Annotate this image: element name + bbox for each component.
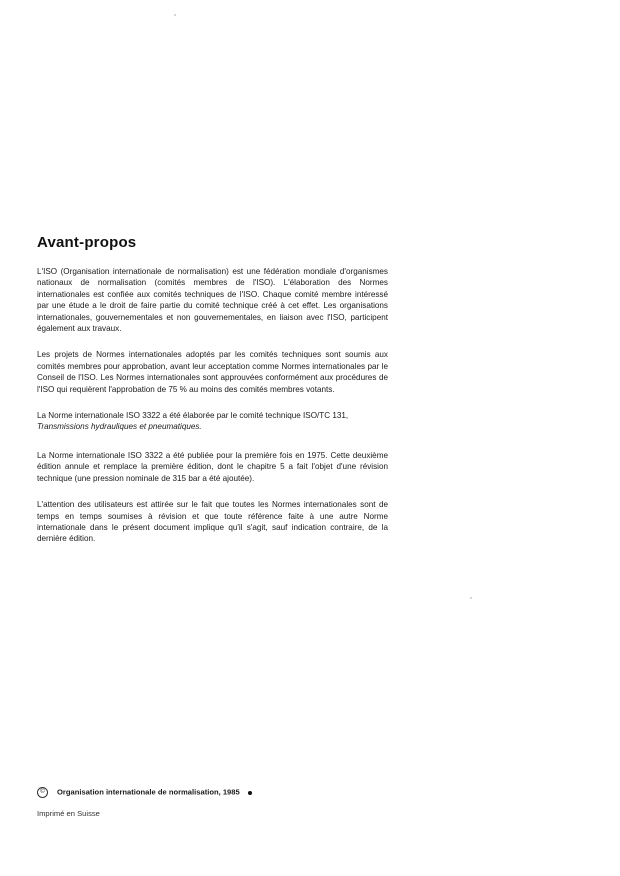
committee-text: La Norme internationale ISO 3322 a été élaborée par le comité technique ISO/TC 131, xyxy=(37,411,349,421)
scan-speck xyxy=(174,14,176,16)
paragraph-approval: Les projets de Normes internationales adoptés par les comités techniques sont soumis aux comités membres pour approbation, avant leur acceptation comme Normes internationales par le Conseil de l'ISO. Les Normes internationales sont approuvées conformément aux procédures de l'ISO qui requièrent l'approbation de 75 % au moins des comités membres votants. xyxy=(37,350,388,394)
scan-speck xyxy=(470,597,472,599)
paragraph-revision-notice: L'attention des utilisateurs est attirée sur le fait que toutes les Normes internationales sont de temps en temps soumises à révision et que toute référence faite à une autre Norme internationale dans le présent document implique qu'il s'agit, sauf indication contraire, de la dernière édition. xyxy=(37,500,388,544)
paragraph-committee xyxy=(37,410,388,433)
foreword-body xyxy=(37,266,388,560)
paragraph-iso-intro: L'ISO (Organisation internationale de normalisation) est une fédération mondiale d'organismes nationaux de normalisation (comités membres de l'ISO). L'élaboration des Normes internationales est confiée aux comités techniques de l'ISO. Chaque comité membre intéressé par une étude a le droit de faire partie du comité technique créé à cet effet. Les organisations internationales, gouvernementales et non gouvernementales, en liaison avec l'ISO, participent également aux travaux. xyxy=(37,267,388,334)
section-heading: Avant-propos xyxy=(37,234,137,251)
paragraph-edition: La Norme internationale ISO 3322 a été publiée pour la première fois en 1975. Cette deuxième édition annule et remplace la première édition, dont le chapitre 5 a fait l'objet d'une révision technique (une pression nominale de 315 bar a été ajoutée). xyxy=(37,450,388,483)
copyright-text: Organisation internationale de normalisation, 1985 xyxy=(57,787,240,797)
copyright-line xyxy=(37,787,252,798)
bullet-dot-icon xyxy=(248,791,252,795)
printed-in-note: Imprimé en Suisse xyxy=(37,809,100,818)
committee-title: Transmissions hydrauliques et pneumatiques. xyxy=(37,422,202,432)
copyright-icon: © xyxy=(37,787,48,798)
